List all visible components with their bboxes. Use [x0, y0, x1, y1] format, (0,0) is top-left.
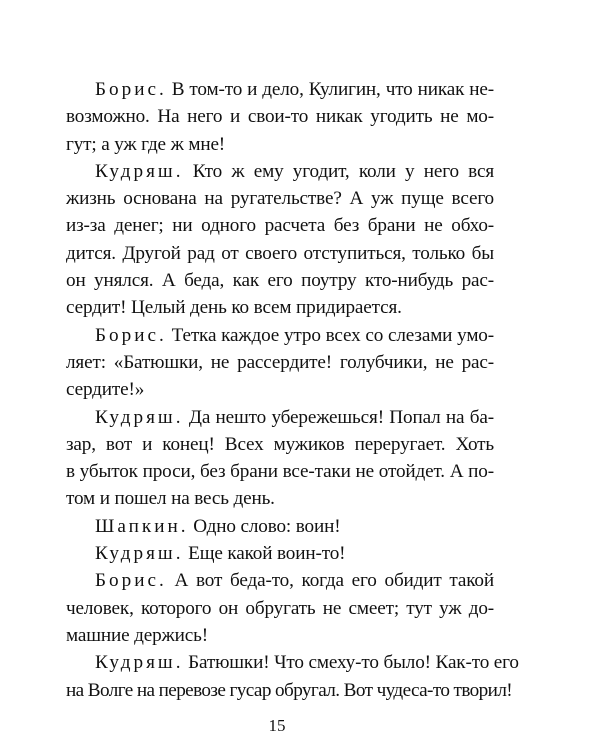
- dialogue-paragraph: [66, 649, 519, 704]
- text-line: [66, 322, 494, 349]
- page-body: [66, 76, 519, 704]
- text-line: в убыток проси, без брани все-таки не отойдет. А по-: [66, 461, 494, 483]
- line-text: Одно слово: воин!: [188, 515, 341, 537]
- speaker-name: Борис.: [95, 79, 167, 100]
- dialogue-paragraph: [66, 158, 494, 322]
- text-line: сердит! Целый день ко всем придирается.: [66, 297, 402, 319]
- text-line: [66, 404, 494, 431]
- line-text: Кто ж ему угодит, коли у него вся: [183, 160, 494, 182]
- speaker-name: Кудряш.: [95, 406, 184, 428]
- dialogue-paragraph: [66, 567, 494, 649]
- speaker-name: Кудряш.: [95, 543, 184, 565]
- text-line: сердите!»: [66, 379, 145, 401]
- text-line: том и пошел на весь день.: [66, 488, 275, 510]
- page-number: [0, 716, 600, 736]
- text-line: [66, 513, 494, 540]
- text-line: [66, 76, 494, 103]
- line-text: Тетка каждое утро всех со слезами умо-: [166, 324, 494, 346]
- speaker-name: Борис.: [95, 570, 167, 592]
- dialogue-paragraph: [66, 513, 494, 540]
- text-line: возможно. На него и свои-то никак угодить не мо-: [66, 106, 494, 128]
- text-line: [66, 540, 494, 567]
- text-line: машние держись!: [66, 624, 208, 646]
- text-line: дится. Другой рад от своего отступиться, только бы: [66, 242, 494, 264]
- speaker-name: Шапкин.: [95, 515, 189, 537]
- line-text: Батюшки! Что смеху-то было! Как-то его: [183, 652, 519, 674]
- speaker-name: Кудряш.: [95, 160, 184, 182]
- text-line: он унялся. А беда, как его поутру кто-нибудь рас-: [66, 270, 494, 292]
- text-line: зар, вот и конец! Всех мужиков переругает. Хоть: [66, 433, 494, 455]
- dialogue-paragraph: [66, 404, 494, 513]
- text-line: жизнь основана на ругательстве? А уж пуще всего: [66, 188, 494, 210]
- line-text: В том-то и дело, Кулигин, что никак не-: [166, 79, 494, 100]
- speaker-name: Кудряш.: [95, 652, 184, 674]
- text-line: из-за денег; ни одного расчета без брани не обхо-: [66, 215, 494, 237]
- line-text: Еще какой воин-то!: [183, 543, 346, 565]
- line-text: А вот беда-то, когда его обидит такой: [166, 570, 494, 592]
- speaker-name: Борис.: [95, 324, 167, 346]
- text-line: [66, 158, 494, 185]
- dialogue-paragraph: [66, 76, 494, 158]
- text-line: ляет: «Батюшки, не рассердите! голубчики, не рас-: [66, 351, 494, 373]
- page-number-text: 15: [268, 716, 286, 735]
- dialogue-paragraph: [66, 540, 494, 567]
- text-line: [66, 567, 494, 594]
- text-line: человек, которого он обругать не смеет; тут уж до-: [66, 597, 494, 619]
- text-line: гут; а уж где ж мне!: [66, 133, 226, 155]
- line-text: Да нешто убережешься! Попал на ба-: [183, 406, 494, 428]
- text-line: на Волге на перевозе гусар обругал. Вот чудеса-то творил!: [66, 679, 513, 701]
- text-line: [66, 649, 519, 676]
- dialogue-paragraph: [66, 322, 494, 404]
